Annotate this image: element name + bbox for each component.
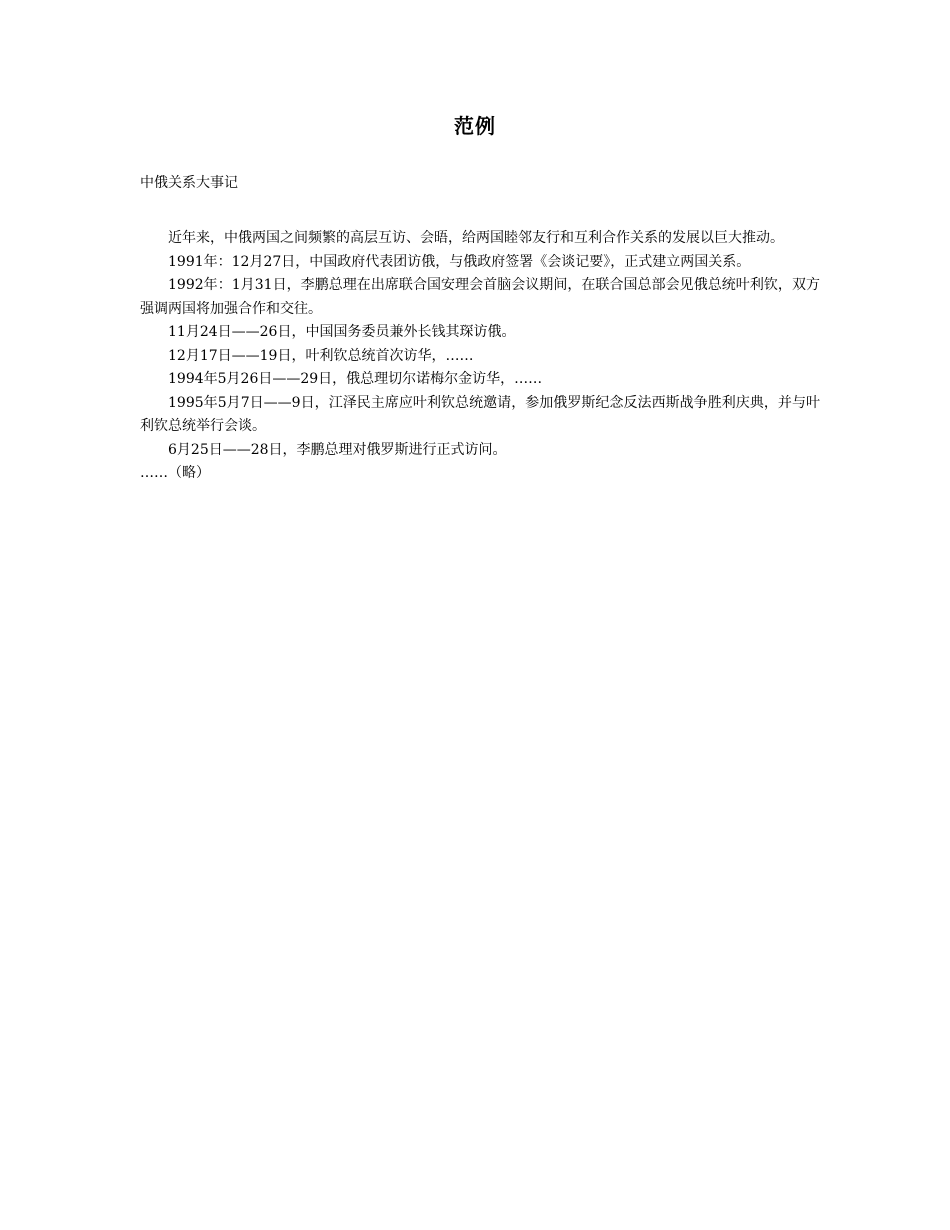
document-title: 范例 xyxy=(454,114,496,138)
paragraph-1994: 1994年5月26日——29日，俄总理切尔诺梅尔金访华，…… xyxy=(168,371,543,387)
paragraph-1991: 1991年：12月27日，中国政府代表团访俄，与俄政府签署《会谈记要》，正式建立两国关系。 xyxy=(168,253,751,270)
document-body xyxy=(140,227,820,486)
paragraph-jun-1995: 6月25日——28日，李鹏总理对俄罗斯进行正式访问。 xyxy=(168,441,507,458)
paragraph-intro: 近年来，中俄两国之间频繁的高层互访、会晤，给两国睦邻友行和互利合作关系的发展以巨大推动。 xyxy=(168,230,784,246)
document-subtitle: 中俄关系大事记 xyxy=(140,175,238,191)
paragraph-1995: 1995年5月7日——9日，江泽民主席应叶利钦总统邀请，参加俄罗斯纪念反法西斯战争胜利庆典，并与叶利钦总统举行会谈。 xyxy=(140,394,820,434)
paragraph-nov-1992: 11月24日——26日，中国国务委员兼外长钱其琛访俄。 xyxy=(168,324,516,340)
paragraph-closing: ……（略） xyxy=(140,465,210,481)
paragraph-1992: 1992年：1月31日，李鹏总理在出席联合国安理会首脑会议期间，在联合国总部会见俄总统叶利钦，双方强调两国将加强合作和交往。 xyxy=(140,277,820,317)
paragraph-dec-1992: 12月17日——19日，叶利钦总统首次访华，…… xyxy=(168,347,474,364)
